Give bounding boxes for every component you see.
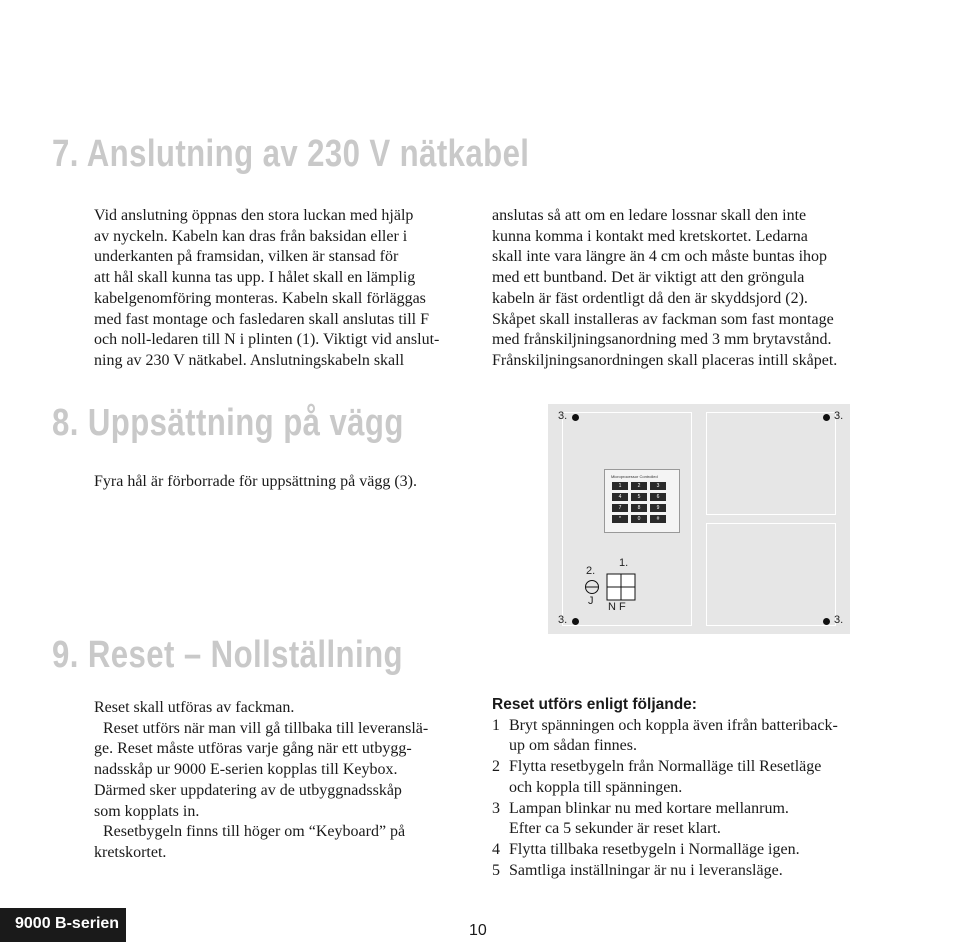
mounting-hole-label: 3. (834, 614, 844, 626)
enclosure-panel-bottom-right (706, 523, 836, 626)
text-line: kabelgenomföring monteras. Kabeln skall förläggas (94, 289, 426, 307)
step-item (492, 799, 838, 820)
text-line: kabeln är fäst ordentligt då den är skyddsjord (2). (492, 289, 808, 307)
section-9-column-1 (94, 698, 428, 864)
section-8-heading: 8. Uppsättning på vägg (52, 402, 404, 444)
enclosure-diagram (548, 404, 850, 634)
keypad-key: 7 (612, 504, 628, 512)
mounting-hole-label: 3. (834, 410, 844, 422)
text-line: Reset skall utföras av fackman. (94, 699, 295, 716)
step-number: 4 (492, 840, 500, 858)
text-line: Skåpet skall installeras av fackman som fast montage (492, 310, 834, 328)
step-continuation: Efter ca 5 sekunder är reset klart. (509, 820, 721, 838)
step-text: Samtliga inställningar är nu i leveransläge. (509, 861, 783, 879)
text-line: att hål skall kunna tas upp. I hålet skall en lämplig (94, 269, 416, 287)
keypad-key: 5 (631, 493, 647, 501)
text-line: ge. Reset måste utföras varje gång när ett utbygg- (94, 740, 412, 758)
ground-letter: J (588, 595, 594, 607)
step-continuation: up om sådan finnes. (509, 737, 637, 755)
text-line: med frånskiljningsanordning med 3 mm brytavstånd. (492, 331, 832, 349)
keypad-key: 1 (612, 482, 628, 490)
text-line: Reset utförs när man vill gå tillbaka till leveranslä- (103, 719, 429, 737)
section-7-column-1 (94, 206, 439, 372)
step-number: 5 (492, 861, 500, 879)
step-item (492, 861, 838, 882)
section-7-heading: 7. Anslutning av 230 V nätkabel (52, 133, 530, 175)
text-line: med ett buntband. Det är viktigt att den gröngula (492, 269, 805, 287)
terminal-letters: N F (608, 601, 626, 613)
ground-symbol-icon (584, 579, 600, 595)
enclosure-panel-top-right (706, 412, 836, 515)
text-line: nadsskåp ur 9000 E-serien kopplas till Keybox. (94, 761, 398, 779)
text-line: av nyckeln. Kabeln kan dras från baksidan eller i (94, 227, 408, 245)
text-line: som kopplats in. (94, 802, 200, 820)
keypad-key: 3 (650, 482, 666, 490)
step-item (492, 757, 838, 778)
keypad (604, 469, 680, 533)
step-text: Bryt spänningen och koppla även ifrån batteriback- (509, 716, 838, 734)
ground-label: 2. (586, 565, 596, 577)
text-line: Resetbygeln finns till höger om “Keyboard” på (103, 823, 406, 841)
text-line: med fast montage och fasledaren skall anslutas till F (94, 310, 430, 328)
terminal-block-icon (606, 573, 636, 601)
mounting-hole-label: 3. (558, 614, 568, 626)
step-item (492, 840, 838, 861)
mounting-hole-icon (823, 618, 830, 625)
keypad-keys (612, 482, 666, 523)
section-8-text (94, 472, 417, 493)
text-line: anslutas så att om en ledare lossnar skall den inte (492, 207, 807, 224)
text-line: Frånskiljningsanordningen skall placeras intill skåpet. (492, 351, 838, 369)
keypad-key: 4 (612, 493, 628, 501)
text-line: Fyra hål är förborrade för uppsättning på vägg (3). (94, 473, 417, 490)
terminal-label: 1. (619, 557, 629, 569)
step-text: Lampan blinkar nu med kortare mellanrum. (509, 799, 789, 817)
step-text: Flytta resetbygeln från Normalläge till Resetläge (509, 758, 822, 776)
reset-steps (492, 695, 838, 881)
step-number: 1 (492, 716, 500, 734)
step-text: Flytta tillbaka resetbygeln i Normalläge igen. (509, 840, 800, 858)
text-line: kretskortet. (94, 843, 167, 861)
text-line: skall inte vara längre än 4 cm och måste buntas ihop (492, 248, 828, 266)
keypad-title: Microprocessor Controlled (611, 474, 658, 479)
keypad-key: 0 (631, 515, 647, 523)
keypad-key: 8 (631, 504, 647, 512)
section-9-heading: 9. Reset – Nollställning (52, 634, 403, 676)
keypad-key: * (612, 515, 628, 523)
keypad-key: 2 (631, 482, 647, 490)
step-number: 3 (492, 799, 500, 817)
mounting-hole-icon (572, 414, 579, 421)
series-badge: 9000 B-serien (0, 908, 126, 942)
step-number: 2 (492, 758, 500, 776)
mounting-hole-icon (572, 618, 579, 625)
text-line: Därmed sker uppdatering av de utbyggnadsskåp (94, 781, 402, 799)
text-line: underkanten på framsidan, vilken är stansad för (94, 248, 399, 266)
mounting-hole-icon (823, 414, 830, 421)
keypad-key: 6 (650, 493, 666, 501)
step-continuation: och koppla till spänningen. (509, 778, 683, 796)
section-7-column-2 (492, 206, 837, 372)
text-line: och noll-ledaren till N i plinten (1). Viktigt vid anslut- (94, 331, 440, 349)
text-line: kunna komma i kontakt med kretskortet. Ledarna (492, 227, 808, 245)
reset-steps-title: Reset utförs enligt följande: (492, 696, 697, 713)
mounting-hole-label: 3. (558, 410, 568, 422)
text-line: ning av 230 V nätkabel. Anslutningskabeln skall (94, 351, 405, 369)
keypad-key: 9 (650, 504, 666, 512)
page-number: 10 (469, 922, 487, 939)
keypad-key: # (650, 515, 666, 523)
text-line: Vid anslutning öppnas den stora luckan med hjälp (94, 207, 414, 224)
step-item (492, 716, 838, 737)
